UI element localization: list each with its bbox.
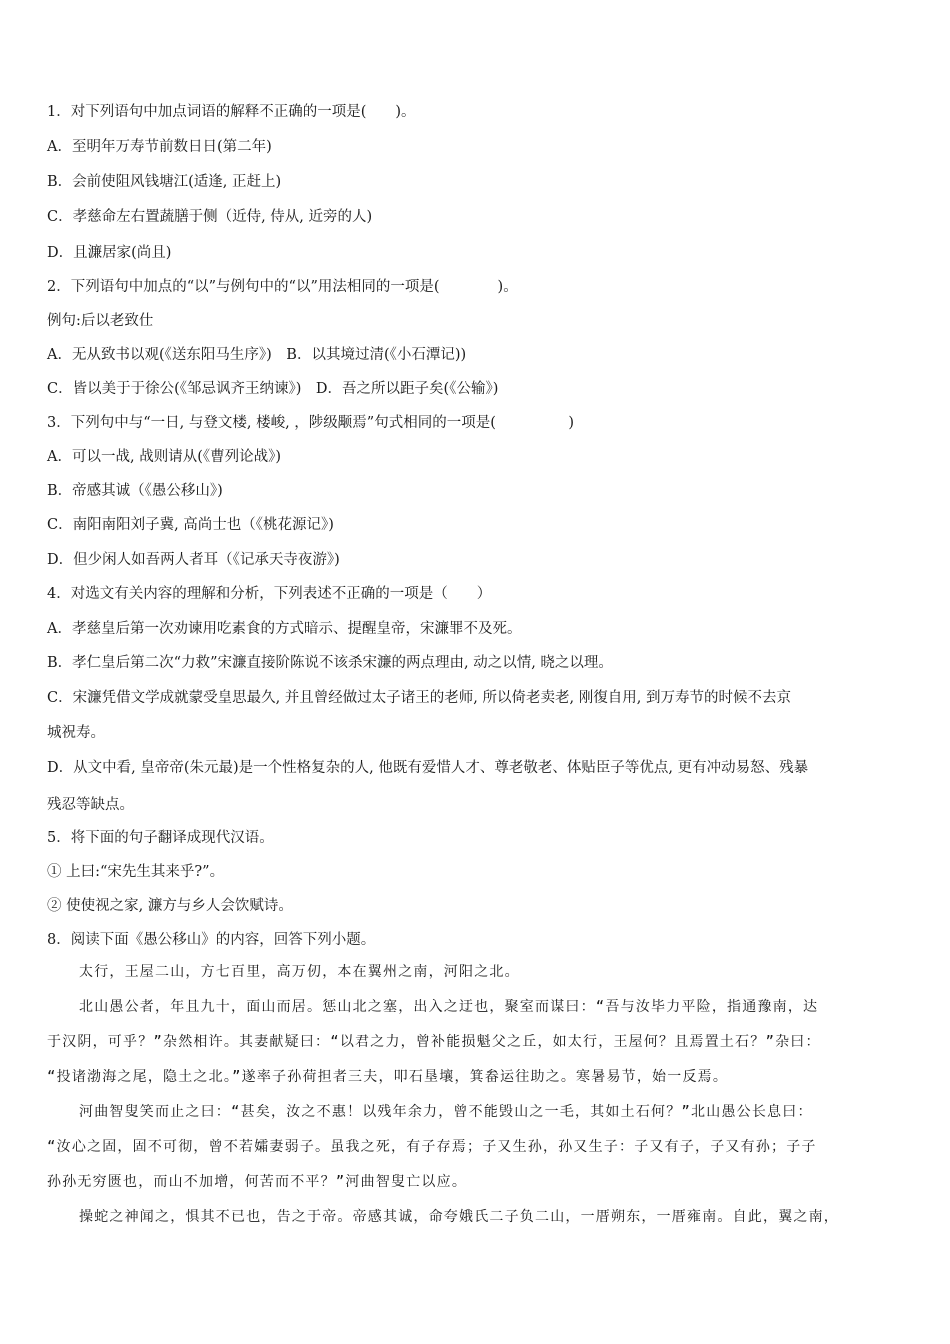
- question-4-option-d-cont: 残忍等缺点。: [47, 797, 134, 813]
- question-2-stem: 2．下列语句中加点的“以”与例句中的“以”用法相同的一项是( )。: [47, 279, 518, 295]
- passage-line-7: 孙孙无穷匮也，而山不加增，何苦而不平？”河曲智叟亡以应。: [47, 1174, 468, 1190]
- question-5-item-1: ① 上曰:“宋先生其来乎?”。: [47, 864, 225, 880]
- question-3-option-c: C．南阳南阳刘子冀, 高尚士也（《桃花源记》): [47, 517, 334, 533]
- question-1-option-c: C．孝慈命左右置蔬膳于侧（近侍, 侍从, 近旁的人): [47, 209, 373, 225]
- passage-line-4: “投诸渤海之尾，隐土之北。”遂率子孙荷担者三夫，叩石垦壤，箕畚运往助之。寒暑易节，始一反焉。: [47, 1069, 729, 1085]
- passage-line-8: 操蛇之神闻之，惧其不已也，告之于帝。帝感其诚，命夸娥氏二子负二山，一厝朔东，一厝雍南。自此，翼之南，: [79, 1209, 839, 1225]
- question-2-options-ab: A．无从致书以观(《送东阳马生序》) B．以其境过清(《小石潭记)): [47, 347, 467, 363]
- passage-line-3: 于汉阴，可乎？”杂然相许。其妻献疑曰：“以君之力，曾补能损魁父之丘，如太行，王屋何？且焉置土石？”杂曰：: [47, 1034, 821, 1050]
- question-4-option-c: C．宋濂凭借文学成就蒙受皇思最久, 并且曾经做过太子诸王的老师, 所以倚老卖老, 刚復自用, 到万寿节的时候不去京: [47, 690, 791, 706]
- passage-line-6: “汝心之固，固不可彻，曾不若孀妻弱子。虽我之死，有子存焉；子又生孙，孙又生子：子又有子，子又有孙；子子: [47, 1139, 817, 1155]
- question-4-option-a: A．孝慈皇后第一次劝谏用吃素食的方式暗示、提醒皇帝，宋濂罪不及死。: [47, 621, 522, 637]
- question-2-example: 例句:后以老致仕: [47, 313, 154, 329]
- question-4-stem: 4．对选文有关内容的理解和分析，下列表述不正确的一项是（ ）: [47, 586, 492, 602]
- question-5-stem: 5．将下面的句子翻译成现代汉语。: [47, 830, 274, 846]
- question-2-options-cd: C．皆以美于于徐公(《邹忌讽齐王纳谏》) D．吾之所以距子矣(《公输》): [47, 381, 499, 397]
- question-8-stem: 8．阅读下面《愚公移山》的内容，回答下列小题。: [47, 932, 376, 948]
- passage-line-5: 河曲智叟笑而止之曰：“甚矣，汝之不惠！以残年余力，曾不能毁山之一毛，其如土石何？”北山愚公长息曰：: [79, 1104, 813, 1120]
- passage-line-2: 北山愚公者，年且九十，面山而居。惩山北之塞，出入之迂也，聚室而谋曰：“吾与汝毕力平险，指通豫南，达: [79, 999, 819, 1015]
- question-4-option-c-cont: 城祝寿。: [47, 725, 105, 741]
- question-4-option-b: B．孝仁皇后第二次“力救”宋濂直接阶陈说不该杀宋濂的两点理由, 动之以情, 晓之以理。: [47, 655, 613, 671]
- question-3-option-b: B．帝感其诚（《愚公移山》): [47, 483, 223, 499]
- question-1-option-b: B．会前使阻风钱塘江(适逢, 正赶上): [47, 174, 282, 190]
- question-3-option-d: D．但少闲人如吾两人者耳（《记承天寺夜游》): [47, 552, 340, 568]
- question-3-option-a: A．可以一战, 战则请从(《曹列论战》): [47, 449, 282, 465]
- question-1-option-a: A．至明年万寿节前数日日(第二年): [47, 139, 272, 155]
- question-3-stem: 3．下列句中与“一日, 与登文楼, 楼峻, ，陟级颙焉”句式相同的一项是( ): [47, 415, 575, 431]
- question-1-stem: 1．对下列语句中加点词语的解释不正确的一项是( )。: [47, 104, 416, 120]
- question-1-option-d: D．且濂居家(尚且): [47, 245, 172, 261]
- question-5-item-2: ② 使使视之家, 濂方与乡人会饮赋诗。: [47, 898, 293, 914]
- question-4-option-d: D．从文中看, 皇帝帝(朱元最)是一个性格复杂的人, 他既有爱惜人才、尊老敬老、体贴臣子等优点, 更有冲动易怒、残暴: [47, 760, 809, 776]
- passage-line-1: 太行，王屋二山，方七百里，高万仞，本在翼州之南，河阳之北。: [79, 964, 520, 980]
